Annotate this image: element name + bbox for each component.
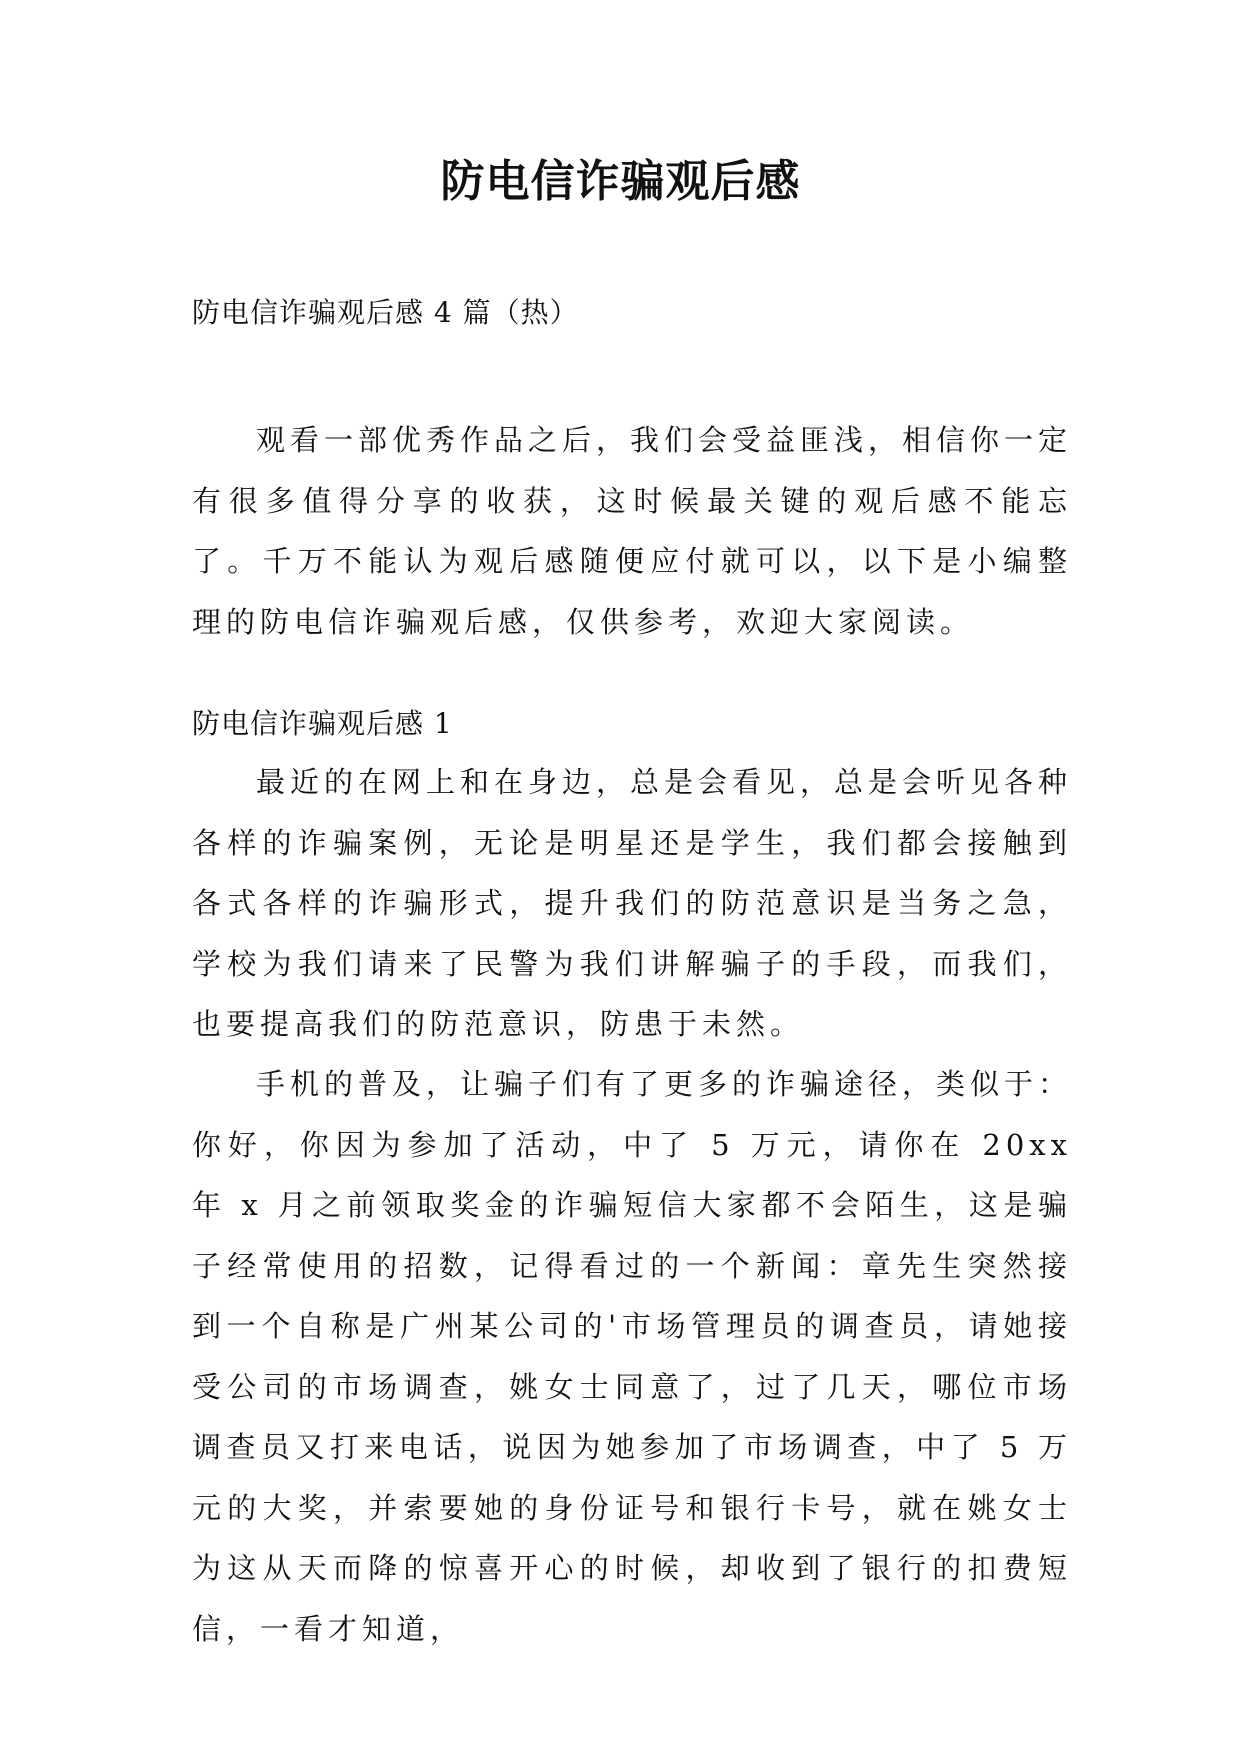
intro-paragraph: 观看一部优秀作品之后，我们会受益匪浅，相信你一定有很多值得分享的收获，这时候最关键的观后感不能忘了。千万不能认为观后感随便应付就可以，以下是小编整理的防电信诈骗观后感，仅供参考，欢迎大家阅读。 (192, 423, 1073, 639)
document-subtitle: 防电信诈骗观后感 4 篇（热） (192, 296, 579, 329)
document-title: 防电信诈骗观后感 (440, 156, 801, 207)
section-heading: 防电信诈骗观后感 1 (192, 707, 453, 740)
body-paragraph: 手机的普及，让骗子们有了更多的诈骗途径，类似于：你好，你因为参加了活动，中了 5 万元，请你在 20xx 年 x 月之前领取奖金的诈骗短信大家都不会陌生，这是骗子经常使用的招数，记得看过的一个新闻：章先生突然接到一个自称是广州某公司的'市场管理员的调查员，请她接受公司的市场调查，姚女士同意了，过了几天，哪位市场调查员又打来电话，说因为她参加了市场调查，中了 5 万元的大奖，并索要她的身份证号和银行卡号，就在姚女士为这从天而降的惊喜开心的时候，却收到了银行的扣费短信，一看才知道， (192, 1067, 1073, 1646)
body-paragraph: 最近的在网上和在身边，总是会看见，总是会听见各种各样的诈骗案例，无论是明星还是学生，我们都会接触到各式各样的诈骗形式，提升我们的防范意识是当务之急，学校为我们请来了民警为我们讲解骗子的手段，而我们，也要提高我们的防范意识，防患于未然。 (192, 765, 1073, 1041)
